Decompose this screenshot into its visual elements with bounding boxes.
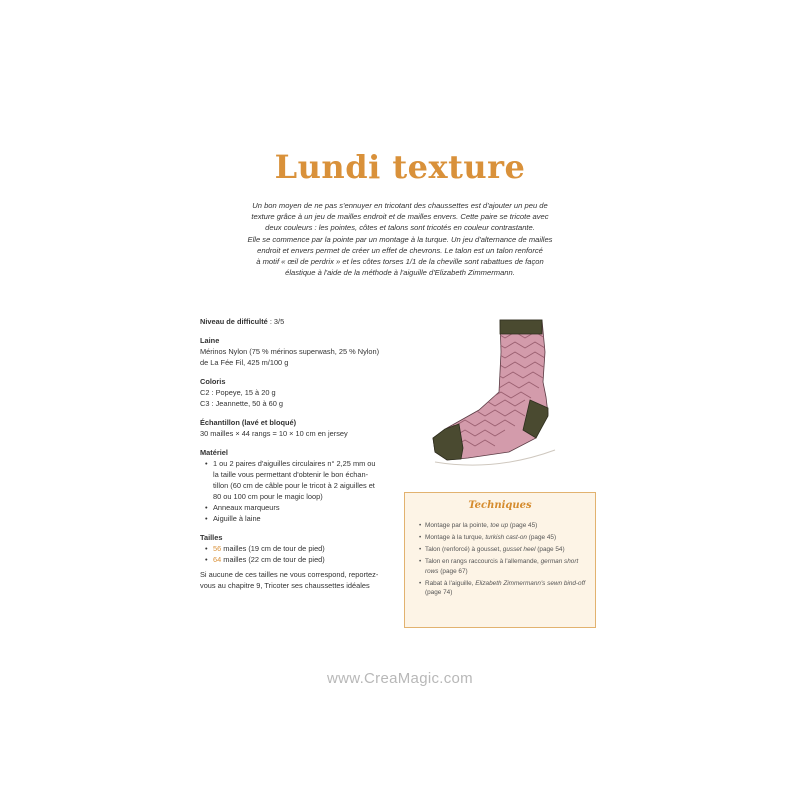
intro-line: Un bon moyen de ne pas s'ennuyer en tricotant des chaussettes est d'ajouter un peu de: [252, 201, 548, 210]
technique-text: Montage par la pointe,: [425, 522, 491, 529]
intro-line: deux couleurs : les pointes, côtes et talons sont tricotés en couleur contrastante.: [265, 223, 535, 233]
page-title: Lundi texture: [274, 148, 526, 186]
materials-item: [208, 458, 400, 502]
sizes-section: [200, 532, 400, 591]
technique-text: Rabat à l'aiguille,: [425, 579, 476, 587]
colors-heading: Coloris: [200, 377, 226, 386]
technique-text: Talon (renforcé) à gousset,: [425, 545, 503, 553]
pattern-specs: [200, 316, 400, 599]
materials-item-line: 80 ou 100 cm pour le magic loop): [213, 492, 323, 501]
intro-line: texture grâce à un jeu de mailles endroit et de mailles envers. Cette paire se tricote avec: [251, 212, 549, 222]
technique-english: gusset heel: [502, 545, 536, 553]
materials-item: [208, 513, 400, 524]
technique-item: [419, 533, 589, 543]
materials-item-line: tillon (60 cm de câble pour le tricot à 2 aiguilles et: [213, 481, 375, 490]
color-line: C2 : Popeye, 15 à 20 g: [200, 388, 276, 397]
materials-item: [208, 502, 400, 513]
technique-english: turkish cast-on: [485, 533, 527, 541]
techniques-list: [419, 521, 589, 600]
technique-text: Talon en rangs raccourcis à l'allemande,: [425, 557, 541, 565]
difficulty: [200, 316, 400, 327]
size-item: [208, 543, 400, 554]
technique-page: (page 74): [425, 589, 453, 597]
technique-item: [419, 557, 589, 576]
materials-heading: Matériel: [200, 448, 228, 457]
sizes-note-line: vous au chapitre 9, Tricoter ses chaussettes idéales: [200, 581, 370, 590]
materials-section: [200, 447, 400, 524]
materials-item-line: Anneaux marqueurs: [213, 503, 280, 512]
yarn-section: [200, 335, 400, 368]
materials-item-line: la taille vous permettant d'obtenir le bon échan-: [213, 470, 369, 479]
size-stitches: 56: [213, 544, 222, 553]
technique-page: (page 54): [535, 545, 565, 553]
technique-item: [419, 521, 589, 531]
yarn-line: de La Fée Fil, 425 m/100 g: [200, 358, 289, 367]
techniques-box: [404, 492, 596, 628]
intro-text: [200, 200, 600, 278]
yarn-line: Mérinos Nylon (75 % mérinos superwash, 25 % Nylon): [200, 347, 380, 356]
yarn-heading: Laine: [200, 336, 220, 345]
size-text: mailles (19 cm de tour de pied): [221, 544, 325, 553]
materials-item-line: Aiguille à laine: [213, 514, 261, 523]
technique-item: [419, 579, 589, 598]
technique-page: (page 67): [438, 567, 468, 575]
difficulty-value: : 3/5: [267, 317, 285, 326]
size-text: mailles (22 cm de tour de pied): [221, 555, 325, 564]
intro-line: Elle se commence par la pointe par un montage à la turque. Un jeu d'alternance de mailles: [247, 234, 553, 244]
sock-toe: [433, 424, 463, 460]
gauge-heading: Échantillon (lavé et bloqué): [200, 418, 297, 427]
sizes-heading: Tailles: [200, 533, 223, 542]
sizes-note-line: Si aucune de ces tailles ne vous correspond, reportez-: [200, 570, 379, 579]
technique-page: (page 45): [508, 522, 538, 529]
size-stitches: 64: [213, 555, 222, 564]
size-item: [208, 554, 400, 565]
color-line: C3 : Jeannette, 50 à 60 g: [200, 399, 284, 408]
watermark: www.CreaMagic.com: [327, 670, 473, 687]
intro-line: à motif « œil de perdrix » et les côtes torses 1/1 de la cheville sont rabattues de façon: [256, 257, 544, 267]
sock-illustration: [405, 312, 595, 477]
technique-english: Elizabeth Zimmermann's sewn bind-off: [475, 579, 586, 587]
intro-line: endroit et envers permet de créer un effet de chevrons. Le talon est un talon renforcé: [257, 245, 543, 255]
gauge-line: 30 mailles × 44 rangs = 10 × 10 cm en jersey: [200, 429, 348, 438]
intro-line: élastique à l'aide de la méthode à l'aiguille d'Elizabeth Zimmermann.: [285, 268, 515, 278]
materials-list: [200, 458, 400, 524]
sock-cuff: [500, 320, 542, 334]
technique-english: german short rows: [425, 557, 579, 575]
gauge-section: [200, 417, 400, 439]
sizes-list: [200, 543, 400, 565]
technique-english: toe up: [490, 522, 509, 529]
technique-text: Montage à la turque,: [425, 533, 486, 541]
difficulty-label: Niveau de difficulté: [200, 317, 268, 326]
materials-item-line: • 1 ou 2 paires d'aiguilles circulaires n° 2,25 mm ou: [213, 459, 376, 468]
techniques-title: Techniques: [468, 500, 532, 511]
colors-section: [200, 376, 400, 409]
technique-page: (page 45): [526, 533, 557, 541]
technique-item: [419, 545, 589, 555]
